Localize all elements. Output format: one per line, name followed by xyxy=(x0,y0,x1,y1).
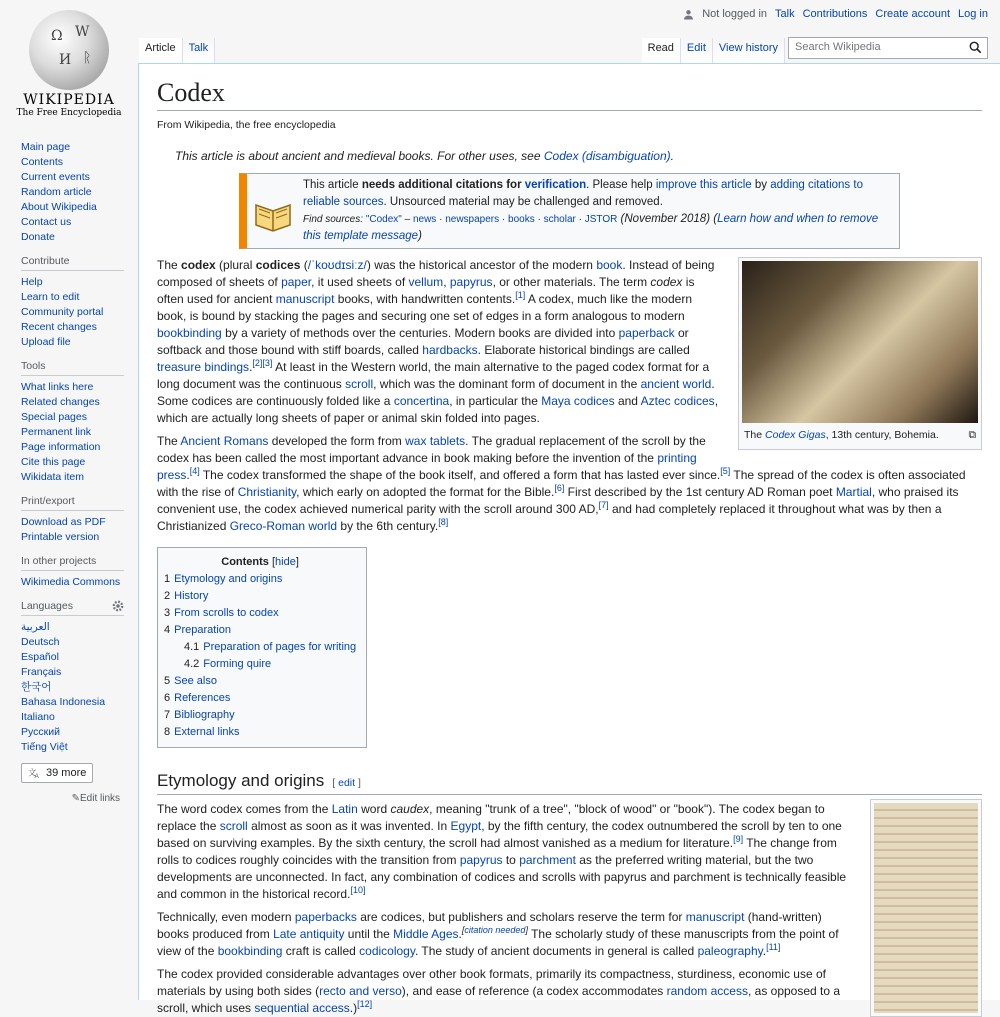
sidebar-item-language-link[interactable]: العربية xyxy=(21,621,50,633)
wordmark: WIKIPEDIA xyxy=(23,92,115,108)
gear-icon[interactable] xyxy=(112,600,124,612)
projects-section xyxy=(21,555,138,590)
toc-hide-link[interactable]: hide xyxy=(275,556,296,568)
sidebar-item-language-link[interactable]: Italiano xyxy=(21,711,55,723)
edit-links[interactable] xyxy=(21,793,138,804)
sidebar-item-language-3[interactable] xyxy=(21,665,138,680)
sidebar xyxy=(0,140,138,804)
sidebar-item-tools-link[interactable]: Permanent link xyxy=(21,426,92,438)
toc-link[interactable]: External links xyxy=(174,726,240,738)
sidebar-item-nav-2[interactable] xyxy=(21,170,138,185)
sidebar-item-contribute-link[interactable]: Upload file xyxy=(21,336,71,348)
books-link[interactable]: books xyxy=(508,214,535,225)
contribute-heading: Contribute xyxy=(21,255,124,271)
hatnote: This article is about ancient and medieval books. For other uses, see Codex (disambiguation). xyxy=(175,149,674,163)
sidebar-item-language-2[interactable] xyxy=(21,650,138,665)
sidebar-item-tools-2[interactable] xyxy=(21,410,138,425)
notice-text-3: . Unsourced material may be challenged and removed. xyxy=(383,196,663,208)
sidebar-item-contribute-link[interactable]: Recent changes xyxy=(21,321,97,333)
sidebar-item-language-6[interactable] xyxy=(21,710,138,725)
search-icon[interactable] xyxy=(969,41,982,54)
tab-read[interactable]: Read xyxy=(642,38,681,63)
sidebar-item-language-link[interactable]: Русский xyxy=(21,726,60,738)
sidebar-item-contribute-link[interactable]: Help xyxy=(21,276,43,288)
section-heading-etymology: Etymology and origins [ edit ] xyxy=(157,772,982,795)
search-input[interactable] xyxy=(788,37,988,59)
find-sources-label: Find sources: xyxy=(303,214,364,225)
toc-number: 4.2 xyxy=(184,658,200,670)
article-content xyxy=(138,63,1000,1015)
enlarge-icon[interactable]: ⧉ xyxy=(968,429,976,441)
toc-link[interactable]: From scrolls to codex xyxy=(174,607,279,619)
sidebar-item-tools-4[interactable] xyxy=(21,440,138,455)
figure-scroll xyxy=(870,799,982,1017)
personal-tools xyxy=(683,8,988,20)
sidebar-item-tools-6[interactable] xyxy=(21,470,138,485)
sidebar-item-nav-4[interactable] xyxy=(21,200,138,215)
print-heading: Print/export xyxy=(21,495,124,511)
site-subtitle: From Wikipedia, the free encyclopedia xyxy=(157,119,336,131)
sidebar-item-tools-link[interactable]: Related changes xyxy=(21,396,100,408)
sidebar-item-nav-0[interactable] xyxy=(21,140,138,155)
languages-heading xyxy=(21,600,124,616)
translate-icon xyxy=(28,767,41,779)
sidebar-item-projects-0[interactable] xyxy=(21,575,138,590)
sidebar-item-nav-link[interactable]: Donate xyxy=(21,231,55,243)
toc-number: 6 xyxy=(164,692,171,704)
book-icon xyxy=(253,195,293,235)
sidebar-item-tools-5[interactable] xyxy=(21,455,138,470)
section-title: Etymology and origins xyxy=(157,771,325,790)
sidebar-item-language-link[interactable]: Deutsch xyxy=(21,636,60,648)
disambiguation-link[interactable]: Codex (disambiguation) xyxy=(543,149,671,163)
lead-paragraph-1: The codex (plural codices (/ˈkoʊdɪsiːz/) was the historical ancestor of the modern book. Instead of being composed of sheets of paper, it used sheets of vellum, papyrus, or other materials. The term codex is often used for ancient manuscript books, with handwritten contents.[1] A codex, much like the modern book, is bound by stacking the pages and securing one set of edges in a form analogous to modern bookbinding by a variety of methods over the centuries. Modern books are divided into paperback or softback and those bound with stiff boards, called hardbacks. Elaborate historical bindings are called treasure bindings.[2][3] At least in the Western world, the main alternative to the paged codex format for a long document was the continuous scroll, which was the dominant form of document in the ancient world. Some codices are continuously folded like a concertina, in particular the Maya codices and Aztec codices, which are actually long sheets of paper or animal skin folded into pages. xyxy=(157,258,719,425)
notice-text-2: . Please help xyxy=(586,179,653,191)
toc-item[interactable] xyxy=(164,724,356,741)
toc-number: 3 xyxy=(164,607,171,619)
sidebar-navigation xyxy=(21,140,138,245)
toc-item[interactable] xyxy=(164,588,356,605)
search-placeholder: Search Wikipedia xyxy=(795,41,881,53)
sidebar-item-nav-link[interactable]: Main page xyxy=(21,141,71,153)
etymology-paragraph-2: Technically, even modern paperbacks are codices, but publishers and scholars reserve the term for manuscript (hand-written) books produced from Late antiquity until the Middle Ages.[citation needed] The scholarly study of these manuscripts from the point of view of the bookbinding craft is called codicology. The study of ancient documents in general is called paleography.[11] xyxy=(157,910,839,958)
more-languages-label: 39 more xyxy=(46,767,87,779)
tagline: The Free Encyclopedia xyxy=(16,108,122,118)
sidebar-item-tools-link[interactable]: Special pages xyxy=(21,411,87,423)
tab-edit[interactable]: Edit xyxy=(681,38,713,63)
toc-item[interactable] xyxy=(164,622,356,639)
toc-number: 4.1 xyxy=(184,641,200,653)
sidebar-item-contribute-3[interactable] xyxy=(21,320,138,335)
toc-number: 8 xyxy=(164,726,171,738)
namespace-tabs xyxy=(139,38,215,63)
learn-remove-link[interactable]: Learn how and when to remove this template message xyxy=(303,213,879,242)
sidebar-item-language-8[interactable] xyxy=(21,740,138,755)
notice-text: This article xyxy=(303,179,359,191)
hatnote-text: This article is about ancient and medieval books. For other uses, see xyxy=(175,149,541,163)
scroll-image[interactable] xyxy=(874,803,978,1013)
toc-item[interactable] xyxy=(164,707,356,724)
toc-number: 5 xyxy=(164,675,171,687)
adding-citations-link[interactable]: adding citations to reliable sources xyxy=(303,179,863,208)
view-tabs xyxy=(642,38,785,63)
improve-article-link[interactable]: improve this article xyxy=(655,179,752,191)
toc-number: 4 xyxy=(164,624,171,636)
login-link[interactable]: Log in xyxy=(958,8,988,20)
caption-pre: The xyxy=(744,429,763,441)
toc-item[interactable] xyxy=(164,656,356,673)
not-logged-in: Not logged in xyxy=(702,8,768,20)
sidebar-item-nav-1[interactable] xyxy=(21,155,138,170)
svg-text:A: A xyxy=(34,773,39,781)
figure-codex-gigas xyxy=(738,257,982,450)
section-edit-link[interactable]: edit xyxy=(338,777,356,789)
toc-link[interactable]: Bibliography xyxy=(174,709,235,721)
toc-item[interactable] xyxy=(164,690,356,707)
contributions-link[interactable]: Contributions xyxy=(802,8,868,20)
sidebar-item-nav-link[interactable]: Contact us xyxy=(21,216,72,228)
sidebar-item-print-0[interactable] xyxy=(21,515,138,530)
sidebar-item-nav-link[interactable]: Random article xyxy=(21,186,92,198)
notice-by: by xyxy=(754,179,768,191)
sidebar-item-tools-link[interactable]: What links here xyxy=(21,381,94,393)
page-title: Codex xyxy=(157,78,982,111)
scholar-link[interactable]: scholar xyxy=(543,214,576,225)
puzzle-globe-icon: Ω W И ᚱ xyxy=(29,10,109,90)
toc-link[interactable]: Forming quire xyxy=(203,658,272,670)
sidebar-item-language-4[interactable] xyxy=(21,680,138,695)
toc-number: 1 xyxy=(164,573,171,585)
tab-talk[interactable]: Talk xyxy=(183,38,216,63)
sidebar-item-nav-link[interactable]: Current events xyxy=(21,171,90,183)
toc-item[interactable] xyxy=(164,605,356,622)
toc-title: Contents xyxy=(221,556,269,568)
sidebar-item-contribute-link[interactable]: Community portal xyxy=(21,306,104,318)
sidebar-item-language-7[interactable] xyxy=(21,725,138,740)
sidebar-item-language-0[interactable] xyxy=(21,620,138,635)
toc-link[interactable]: Etymology and origins xyxy=(174,573,283,585)
toc-number: 7 xyxy=(164,709,171,721)
sidebar-item-language-link[interactable]: Bahasa Indonesia xyxy=(21,696,106,708)
sidebar-item-language-link[interactable]: Tiếng Việt xyxy=(21,741,68,753)
sidebar-item-tools-link[interactable]: Cite this page xyxy=(21,456,86,468)
codex-gigas-link[interactable]: Codex Gigas xyxy=(765,429,826,441)
sidebar-item-nav-3[interactable] xyxy=(21,185,138,200)
print-section xyxy=(21,495,138,545)
toc-item[interactable] xyxy=(164,639,356,656)
projects-heading: In other projects xyxy=(21,555,124,571)
sidebar-item-language-link[interactable]: Español xyxy=(21,651,59,663)
notice-date: (November 2018) xyxy=(620,213,711,225)
tools-section xyxy=(21,360,138,485)
verification-link[interactable]: verification xyxy=(524,179,587,191)
sidebar-item-contribute-0[interactable] xyxy=(21,275,138,290)
sidebar-item-contribute-2[interactable] xyxy=(21,305,138,320)
toc-link[interactable]: References xyxy=(174,692,231,704)
pencil-icon: ✎ xyxy=(71,793,80,804)
svg-text:文: 文 xyxy=(28,767,37,778)
sidebar-item-print-1[interactable] xyxy=(21,530,138,545)
tab-article[interactable]: Article xyxy=(139,38,183,63)
talk-link[interactable]: Talk xyxy=(775,8,795,20)
sidebar-item-language-5[interactable] xyxy=(21,695,138,710)
codex-gigas-image[interactable] xyxy=(742,261,978,423)
table-of-contents: Contents [hide] 1 Etymology and origins 2 History 3 From scrolls to codex 4 Preparation 4.1 Preparation of pages for writing 4.2 Forming quire 5 See also 6 References 7 Bibliography 8 External links xyxy=(157,547,367,748)
languages-title: Languages xyxy=(21,600,73,612)
toc-number: 2 xyxy=(164,590,171,602)
more-languages-button[interactable] xyxy=(21,763,93,783)
toc-item[interactable] xyxy=(164,673,356,690)
create-account-link[interactable]: Create account xyxy=(875,8,951,20)
languages-section xyxy=(21,600,138,804)
notice-emphasis: needs additional citations for xyxy=(361,179,522,191)
sidebar-item-tools-0[interactable] xyxy=(21,380,138,395)
sidebar-item-tools-3[interactable] xyxy=(21,425,138,440)
contribute-section xyxy=(21,255,138,350)
toc-link[interactable]: Preparation of pages for writing xyxy=(203,641,357,653)
toc-link[interactable]: History xyxy=(174,590,209,602)
sidebar-item-language-link[interactable]: 한국어 xyxy=(21,681,52,693)
wikipedia-logo[interactable] xyxy=(0,0,138,128)
tab-history[interactable]: View history xyxy=(713,38,785,63)
etymology-paragraph-1: The word codex comes from the Latin word caudex, meaning "trunk of a tree", "block of wood" or "book"). The codex began to replace the scroll almost as soon as it was invented. In Egypt, by the fifth century, the codex outnumbered the scroll by ten to one based on surviving examples. By the sixth century, the scroll had almost vanished as a medium for literature.[9] The change from rolls to codices roughly coincides with the transition from papyrus to parchment as the preferred writing material, but the two developments are unconnected. In fact, any combination of codices and scrolls with papyrus and parchment is technically feasible and common in the historical record.[10] xyxy=(157,802,847,901)
etymology-paragraph-3: The codex provided considerable advantages over other book formats, primarily its compactness, sturdiness, economic use of materials by using both sides (recto and verso), and ease of reference (a codex accommodates random access, as opposed to a scroll, which uses sequential access.)[12] xyxy=(157,967,841,1015)
sidebar-item-print-link[interactable]: Printable version xyxy=(21,531,100,543)
newspapers-link[interactable]: newspapers xyxy=(445,214,500,225)
sidebar-item-contribute-link[interactable]: Learn to edit xyxy=(21,291,80,303)
sidebar-item-nav-link[interactable]: About Wikipedia xyxy=(21,201,97,213)
toc-link[interactable]: See also xyxy=(174,675,217,687)
sidebar-item-projects-link[interactable]: Wikimedia Commons xyxy=(21,576,121,588)
figure-caption xyxy=(742,423,978,446)
sidebar-item-nav-link[interactable]: Contents xyxy=(21,156,64,168)
source-query-link[interactable]: "Codex" xyxy=(365,214,402,225)
edit-links-label: Edit links xyxy=(79,793,120,804)
caption-post: , 13th century, Bohemia. xyxy=(825,429,939,441)
toc-link[interactable]: Preparation xyxy=(174,624,231,636)
lead-paragraph-2: The Ancient Romans developed the form from wax tablets. The gradual replacement of the scroll by the codex has been called the most important advance in book making before the invention of the printing press.[4] The codex transformed the shape of the book itself, and offered a form that has lasted ever since.[5] The spread of the codex is often associated with the rise of Christianity, which early on adopted the format for the Bible.[6] First described by the 1st century AD Roman poet Martial, who praised its convenient use, the codex achieved numerical parity with the scroll around 300 AD,[7] and had completely replaced it throughout what was by then a Christianized Greco-Roman world by the 6th century.[8] xyxy=(157,434,966,533)
toc-item[interactable] xyxy=(164,571,356,588)
tools-heading: Tools xyxy=(21,360,124,376)
jstor-link[interactable]: JSTOR xyxy=(584,214,618,225)
sidebar-item-contribute-1[interactable] xyxy=(21,290,138,305)
sidebar-item-nav-5[interactable] xyxy=(21,215,138,230)
user-icon xyxy=(683,9,694,20)
sidebar-item-print-link[interactable]: Download as PDF xyxy=(21,516,106,528)
news-link[interactable]: news xyxy=(412,214,437,225)
citation-notice: This article needs additional citations for verification. Please help improve this article by adding citations to reliable sources. Unsourced material may be challenged and removed. Find sources: "Codex" – news · newspapers · books · scholar · JSTOR (November 2018) (Learn how and when to remove this template message) xyxy=(239,173,900,249)
sidebar-item-tools-link[interactable]: Wikidata item xyxy=(21,471,85,483)
sidebar-item-nav-6[interactable] xyxy=(21,230,138,245)
sidebar-item-tools-1[interactable] xyxy=(21,395,138,410)
sidebar-item-language-1[interactable] xyxy=(21,635,138,650)
sidebar-item-contribute-4[interactable] xyxy=(21,335,138,350)
sidebar-item-language-link[interactable]: Français xyxy=(21,666,62,678)
sidebar-item-tools-link[interactable]: Page information xyxy=(21,441,101,453)
